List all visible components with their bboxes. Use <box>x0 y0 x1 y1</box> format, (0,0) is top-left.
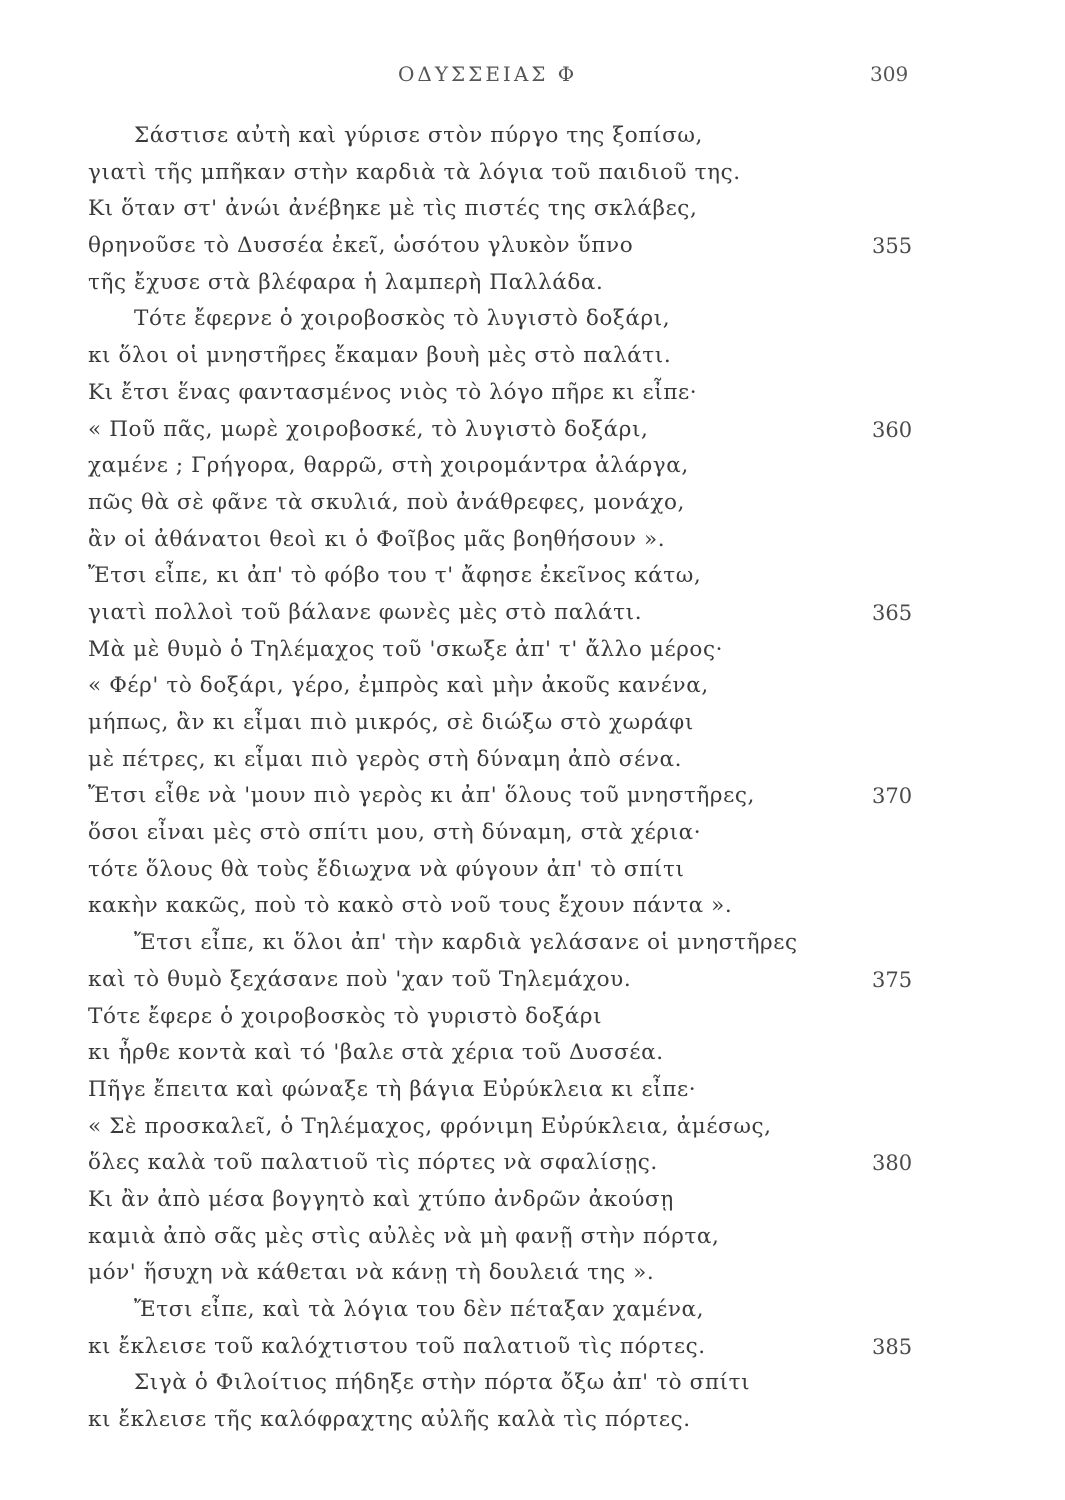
verse-text: γιατὶ πολλοὶ τοῦ βάλανε φωνὲς μὲς στὸ παλάτι. <box>88 599 643 625</box>
line-number: 370 <box>872 784 913 809</box>
verse-text: Ἔτσι εἶπε, κι ὅλοι ἀπ' τὴν καρδιὰ γελάσανε οἱ μνηστῆρες <box>134 930 798 956</box>
verse-line <box>88 155 948 192</box>
verse-line <box>88 485 948 522</box>
verse-text: « Ποῦ πᾶς, μωρὲ χοιροβοσκέ, τὸ λυγιστὸ δοξάρι, <box>88 416 649 442</box>
verse-text: Σάστισε αὐτὴ καὶ γύρισε στὸν πύργο της ξοπίσω, <box>134 123 703 148</box>
verse-line <box>88 375 948 412</box>
verse-text: « Φέρ' τὸ δοξάρι, γέρο, ἐμπρὸς καὶ μὴν ἀκοῦς κανένα, <box>88 673 709 699</box>
verse-line <box>88 1072 948 1109</box>
verse-text: κι ὅλοι οἱ μνηστῆρες ἔκαμαν βουὴ μὲς στὸ παλάτι. <box>88 343 672 369</box>
running-title: ΟΔΥΣΣΕΙΑΣ Φ <box>398 62 578 86</box>
verse-line <box>88 595 948 632</box>
verse-text: τῆς ἔχυσε στὰ βλέφαρα ἡ λαμπερὴ Παλλάδα. <box>88 269 604 295</box>
verse-text: ὅσοι εἶναι μὲς στὸ σπίτι μου, στὴ δύναμη, στὰ χέρια· <box>88 820 702 846</box>
verse-line <box>88 412 948 449</box>
verse-text: Μὰ μὲ θυμὸ ὁ Τηλέμαχος τοῦ 'σκωξε ἀπ' τ' ἄλλο μέρος· <box>88 636 724 662</box>
verse-line <box>88 1402 948 1439</box>
verse-text: Τότε ἔφερνε ὁ χοιροβοσκὸς τὸ λυγιστὸ δοξάρι, <box>134 306 671 332</box>
verse-text: Σιγὰ ὁ Φιλοίτιος πήδηξε στὴν πόρτα ὄξω ἀπ' τὸ σπίτι <box>134 1370 751 1396</box>
verse-line <box>88 1182 948 1219</box>
verse-line <box>88 522 948 559</box>
verse-block <box>88 118 948 1439</box>
line-number: 365 <box>872 600 913 625</box>
verse-text: κι ἦρθε κοντὰ καὶ τό 'βαλε στὰ χέρια τοῦ Δυσσέα. <box>88 1040 664 1066</box>
verse-line <box>88 338 948 375</box>
verse-text: μήπως, ἂν κι εἶμαι πιὸ μικρός, σὲ διώξω στὸ χωράφι <box>88 710 694 735</box>
verse-text: χαμένε ; Γρήγορα, θαρρῶ, στὴ χοιρομάντρα ἀλάργα, <box>88 453 689 479</box>
verse-line <box>88 1145 948 1182</box>
line-number: 360 <box>872 417 913 442</box>
verse-text: Κι ἔτσι ἕνας φαντασμένος νιὸς τὸ λόγο πῆρε κι εἶπε· <box>88 379 698 405</box>
verse-line <box>88 118 948 155</box>
verse-line <box>88 191 948 228</box>
verse-line <box>88 925 948 962</box>
verse-text: κι ἔκλεισε τοῦ καλόχτιστου τοῦ παλατιοῦ τὶς πόρτες. <box>88 1333 706 1359</box>
line-number: 380 <box>872 1151 913 1176</box>
verse-line <box>88 962 948 999</box>
verse-line <box>88 1329 948 1366</box>
line-number: 385 <box>872 1334 913 1359</box>
verse-line <box>88 1035 948 1072</box>
verse-text: ἂν οἱ ἀθάνατοι θεοὶ κι ὁ Φοῖβος μᾶς βοηθήσουν ». <box>88 526 666 552</box>
verse-text: Ἔτσι εἶπε, καὶ τὰ λόγια του δὲν πέταξαν χαμένα, <box>134 1297 705 1322</box>
verse-line <box>88 742 948 779</box>
verse-line <box>88 705 948 742</box>
verse-text: μὲ πέτρες, κι εἶμαι πιὸ γερὸς στὴ δύναμη ἀπὸ σένα. <box>88 746 683 772</box>
line-number: 355 <box>872 234 913 259</box>
verse-line <box>88 632 948 669</box>
verse-line <box>88 852 948 889</box>
verse-line <box>88 265 948 302</box>
verse-text: θρηνοῦσε τὸ Δυσσέα ἐκεῖ, ὡσότου γλυκὸν ὕπνο <box>88 233 634 259</box>
verse-text: καὶ τὸ θυμὸ ξεχάσανε ποὺ 'χαν τοῦ Τηλεμάχου. <box>88 966 632 992</box>
verse-text: κι ἔκλεισε τῆς καλόφραχτης αὐλῆς καλὰ τὶς πόρτες. <box>88 1407 691 1433</box>
verse-text: τότε ὅλους θὰ τοὺς ἔδιωχνα νὰ φύγουν ἀπ' τὸ σπίτι <box>88 856 685 882</box>
verse-line <box>88 228 948 265</box>
verse-text: Τότε ἔφερε ὁ χοιροβοσκὸς τὸ γυριστὸ δοξάρι <box>88 1003 603 1029</box>
running-head <box>0 62 1065 92</box>
page-number: 309 <box>870 62 909 86</box>
verse-text: καμιὰ ἀπὸ σᾶς μὲς στὶς αὐλὲς νὰ μὴ φανῇ στὴν πόρτα, <box>88 1223 720 1249</box>
verse-text: Πῆγε ἔπειτα καὶ φώναξε τὴ βάγια Εὐρύκλεια κι εἶπε· <box>88 1076 697 1102</box>
verse-line <box>88 888 948 925</box>
verse-text: πῶς θὰ σὲ φᾶνε τὰ σκυλιά, ποὺ ἀνάθρεφες, μονάχο, <box>88 489 685 515</box>
verse-text: κακὴν κακῶς, ποὺ τὸ κακὸ στὸ νοῦ τους ἔχουν πάντα ». <box>88 893 733 919</box>
verse-line <box>88 1255 948 1292</box>
verse-line <box>88 999 948 1036</box>
verse-line <box>88 301 948 338</box>
verse-text: μόν' ἥσυχη νὰ κάθεται νὰ κάνῃ τὴ δουλειά της ». <box>88 1260 655 1286</box>
verse-text: ὅλες καλὰ τοῦ παλατιοῦ τὶς πόρτες νὰ σφαλίσῃς. <box>88 1150 658 1176</box>
verse-line <box>88 1292 948 1329</box>
verse-line <box>88 1365 948 1402</box>
verse-line <box>88 558 948 595</box>
verse-line <box>88 668 948 705</box>
verse-text: Ἔτσι εἶπε, κι ἀπ' τὸ φόβο του τ' ἄφησε ἐκεῖνος κάτω, <box>88 563 702 589</box>
line-number: 375 <box>872 967 913 992</box>
verse-text: γιατὶ τῆς μπῆκαν στὴν καρδιὰ τὰ λόγια τοῦ παιδιοῦ της. <box>88 159 741 185</box>
verse-line <box>88 448 948 485</box>
verse-text: « Σὲ προσκαλεῖ, ὁ Τηλέμαχος, φρόνιμη Εὐρύκλεια, ἀμέσως, <box>88 1113 772 1139</box>
verse-line <box>88 1219 948 1256</box>
verse-line <box>88 1109 948 1146</box>
verse-text: Κι ὅταν στ' ἀνώι ἀνέβηκε μὲ τὶς πιστές της σκλάβες, <box>88 196 698 222</box>
verse-line <box>88 778 948 815</box>
verse-text: Κι ἂν ἀπὸ μέσα βογγητὸ καὶ χτύπο ἀνδρῶν ἀκούσῃ <box>88 1186 674 1212</box>
verse-line <box>88 815 948 852</box>
verse-text: Ἔτσι εἶθε νὰ 'μουν πιὸ γερὸς κι ἀπ' ὅλους τοῦ μνηστῆρες, <box>88 783 755 809</box>
